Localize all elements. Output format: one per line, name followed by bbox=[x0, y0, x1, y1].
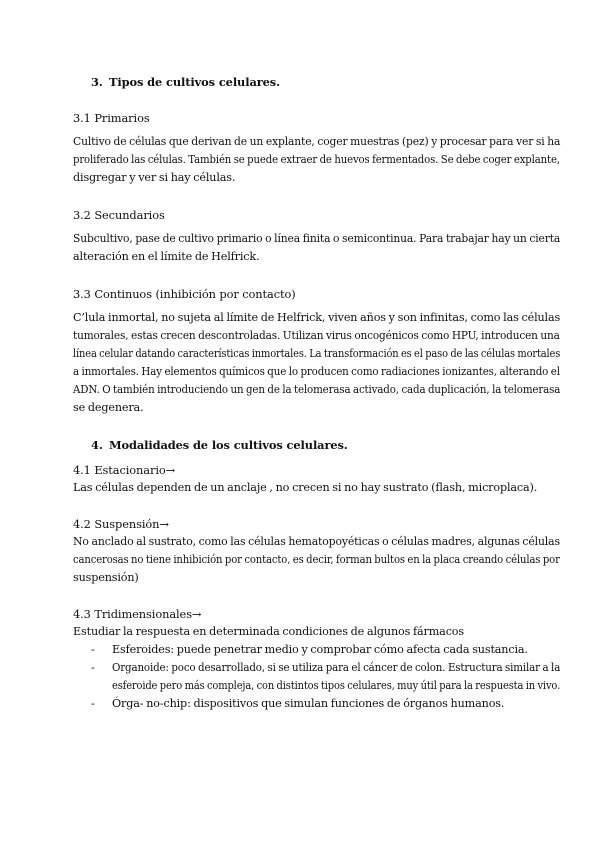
subsection-4-1-title: 4.1 Estacionario→ bbox=[73, 463, 176, 477]
paragraph-line: C’lula inmortal, no sujeta al límite de Helfrick, viven años y son infinitas, como las células bbox=[73, 311, 561, 324]
paragraph-line: línea celular datando características inmortales. La transformación es el paso de las células mortales bbox=[73, 347, 561, 360]
section-3-title: Tipos de cultivos celulares. bbox=[109, 75, 280, 89]
paragraph-line: Las células dependen de un anclaje , no crecen si no hay sustrato (flash, microplaca). bbox=[73, 481, 538, 494]
subsection-4-2-title: 4.2 Suspensión→ bbox=[73, 517, 169, 531]
paragraph-line: a inmortales. Hay elementos químicos que lo producen como radiaciones ionizantes, alterando el bbox=[73, 365, 560, 378]
subsection-3-2-title: 3.2 Secundarios bbox=[73, 208, 165, 222]
bullet-line: esferoide pero más compleja, con distintos tipos celulares, muy útil para la respuesta in vivo. bbox=[112, 679, 561, 692]
paragraph-line: proliferado las células. También se puede extraer de huevos fermentados. Se debe coger explante, bbox=[73, 153, 560, 166]
paragraph-line: cancerosas no tiene inhibición por contacto, es decir, forman bultos en la placa creando células por bbox=[73, 553, 560, 566]
subsection-3-3-title: 3.3 Continuos (inhibición por contacto) bbox=[73, 287, 296, 301]
bullet-dash: - bbox=[91, 661, 95, 674]
bullet-line: Esferoides: puede penetrar medio y comprobar cómo afecta cada sustancia. bbox=[112, 643, 528, 656]
subsection-4-3-title: 4.3 Tridimensionales→ bbox=[73, 607, 202, 621]
bullet-dash: - bbox=[91, 697, 95, 710]
paragraph-line: alteración en el límite de Helfrick. bbox=[73, 250, 260, 263]
section-4-number: 4. bbox=[91, 438, 103, 452]
paragraph-line: Subcultivo, pase de cultivo primario o línea finita o semicontinua. Para trabajar hay un cierta bbox=[73, 232, 561, 245]
section-3-number: 3. bbox=[91, 75, 103, 89]
bullet-line: Organoide: poco desarrollado, si se utiliza para el cáncer de colon. Estructura similar a la bbox=[112, 661, 561, 674]
paragraph-line: Estudiar la respuesta en determinada condiciones de algunos fármacos bbox=[73, 625, 464, 638]
paragraph-line: suspensión) bbox=[73, 571, 139, 584]
bullet-dash: - bbox=[91, 643, 95, 656]
bullet-line: Órga- no-chip: dispositivos que simulan funciones de órganos humanos. bbox=[112, 697, 505, 710]
paragraph-line: Cultivo de células que derivan de un explante, coger muestras (pez) y procesar para ver si ha bbox=[73, 135, 561, 148]
paragraph-line: se degenera. bbox=[73, 401, 144, 414]
subsection-3-1-title: 3.1 Primarios bbox=[73, 111, 150, 125]
paragraph-line: No anclado al sustrato, como las células hematopoyéticas o células madres, algunas células bbox=[73, 535, 560, 548]
section-4-title: Modalidades de los cultivos celulares. bbox=[109, 438, 348, 452]
paragraph-line: tumorales, estas crecen descontroladas. Utilizan virus oncogénicos como HPU, introducen una bbox=[73, 329, 560, 342]
paragraph-line: ADN. O también introduciendo un gen de la telomerasa activado, cada duplicación, la telomerasa bbox=[73, 383, 561, 396]
paragraph-line: disgregar y ver si hay células. bbox=[73, 171, 236, 184]
